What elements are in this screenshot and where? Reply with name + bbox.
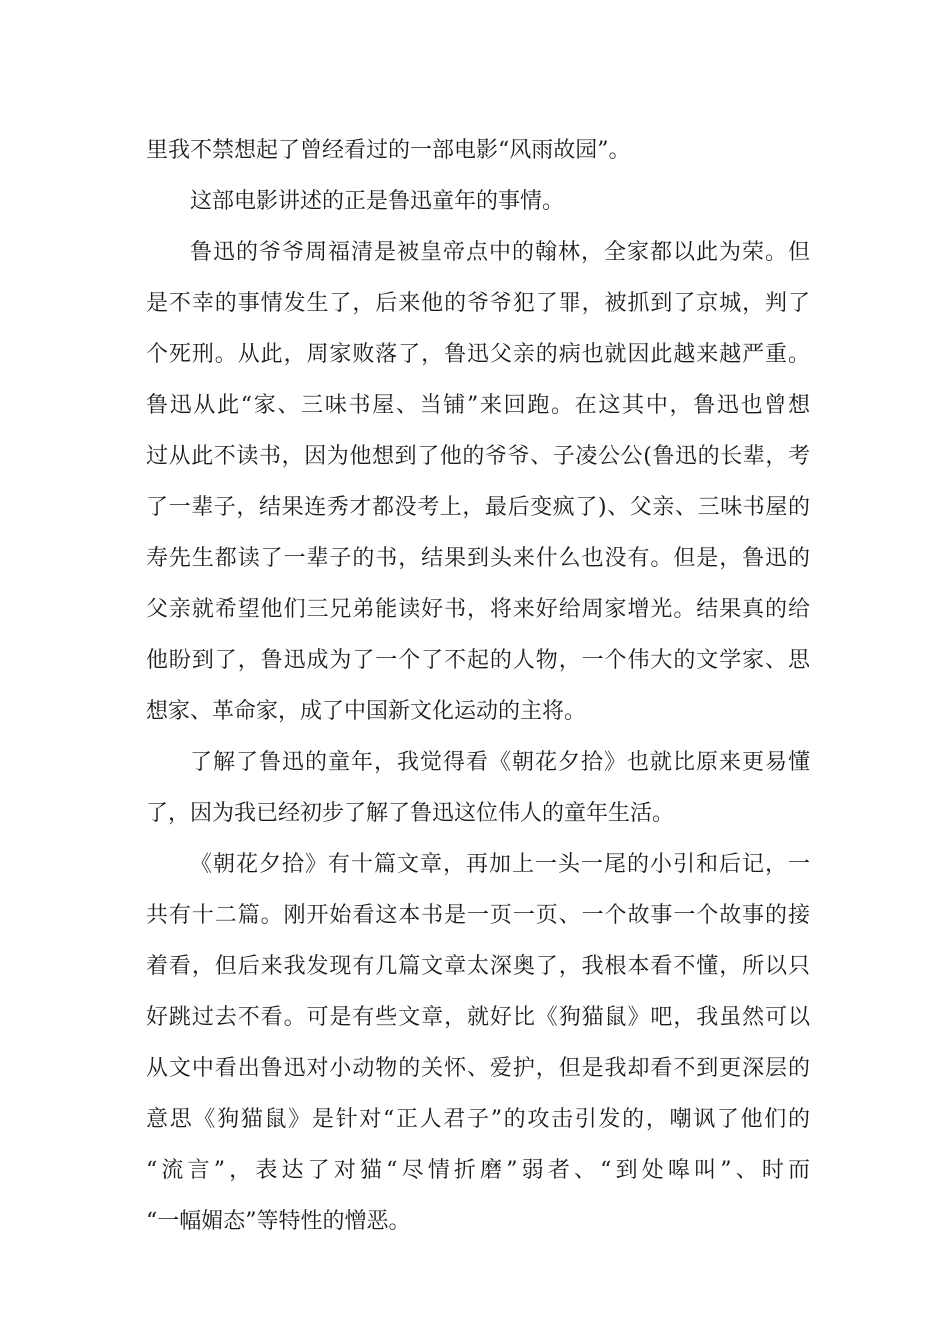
- text-line: 从文中看出鲁迅对小动物的关怀、爱护，但是我却看不到更深层的: [146, 1056, 810, 1081]
- text-line: 了，因为我已经初步了解了鲁迅这位伟人的童年生活。: [146, 801, 675, 826]
- text-line: 好跳过去不看。可是有些文章，就好比《狗猫鼠》吧，我虽然可以: [146, 1005, 810, 1030]
- text-line: 想家、革命家，成了中国新文化运动的主将。: [146, 699, 587, 724]
- text-line: 是不幸的事情发生了，后来他的爷爷犯了罪，被抓到了京城，判了: [146, 291, 810, 316]
- text-line: 鲁迅从此“家、三味书屋、当铺”来回跑。在这其中，鲁迅也曾想: [146, 393, 810, 418]
- text-line: 里我不禁想起了曾经看过的一部电影“风雨故园”。: [146, 138, 631, 163]
- text-line: 《朝花夕拾》有十篇文章，再加上一头一尾的小引和后记，一: [190, 852, 810, 877]
- text-line: 过从此不读书，因为他想到了他的爷爷、子凌公公(鲁迅的长辈，考: [146, 444, 810, 469]
- text-line: 这部电影讲述的正是鲁迅童年的事情。: [190, 189, 565, 214]
- text-line: 鲁迅的爷爷周福清是被皇帝点中的翰林，全家都以此为荣。但: [190, 240, 810, 265]
- text-line: 了解了鲁迅的童年，我觉得看《朝花夕拾》也就比原来更易懂: [190, 750, 810, 775]
- text-line: 父亲就希望他们三兄弟能读好书，将来好给周家增光。结果真的给: [146, 597, 810, 622]
- text-line: 意思《狗猫鼠》是针对“正人君子”的攻击引发的，嘲讽了他们的: [146, 1107, 810, 1132]
- text-line: 寿先生都读了一辈子的书，结果到头来什么也没有。但是，鲁迅的: [146, 546, 810, 571]
- text-line: “流言”，表达了对猫“尽情折磨”弱者、“到处嗥叫”、时而: [146, 1158, 810, 1183]
- text-line: 他盼到了，鲁迅成为了一个了不起的人物，一个伟大的文学家、思: [146, 648, 810, 673]
- text-line: “一幅媚态”等特性的憎恶。: [146, 1209, 411, 1234]
- text-line: 个死刑。从此，周家败落了，鲁迅父亲的病也就因此越来越严重。: [146, 342, 810, 367]
- text-line: 着看，但后来我发现有几篇文章太深奥了，我根本看不懂，所以只: [146, 954, 810, 979]
- text-line: 了一辈子，结果连秀才都没考上，最后变疯了)、父亲、三味书屋的: [146, 495, 810, 520]
- text-line: 共有十二篇。刚开始看这本书是一页一页、一个故事一个故事的接: [146, 903, 810, 928]
